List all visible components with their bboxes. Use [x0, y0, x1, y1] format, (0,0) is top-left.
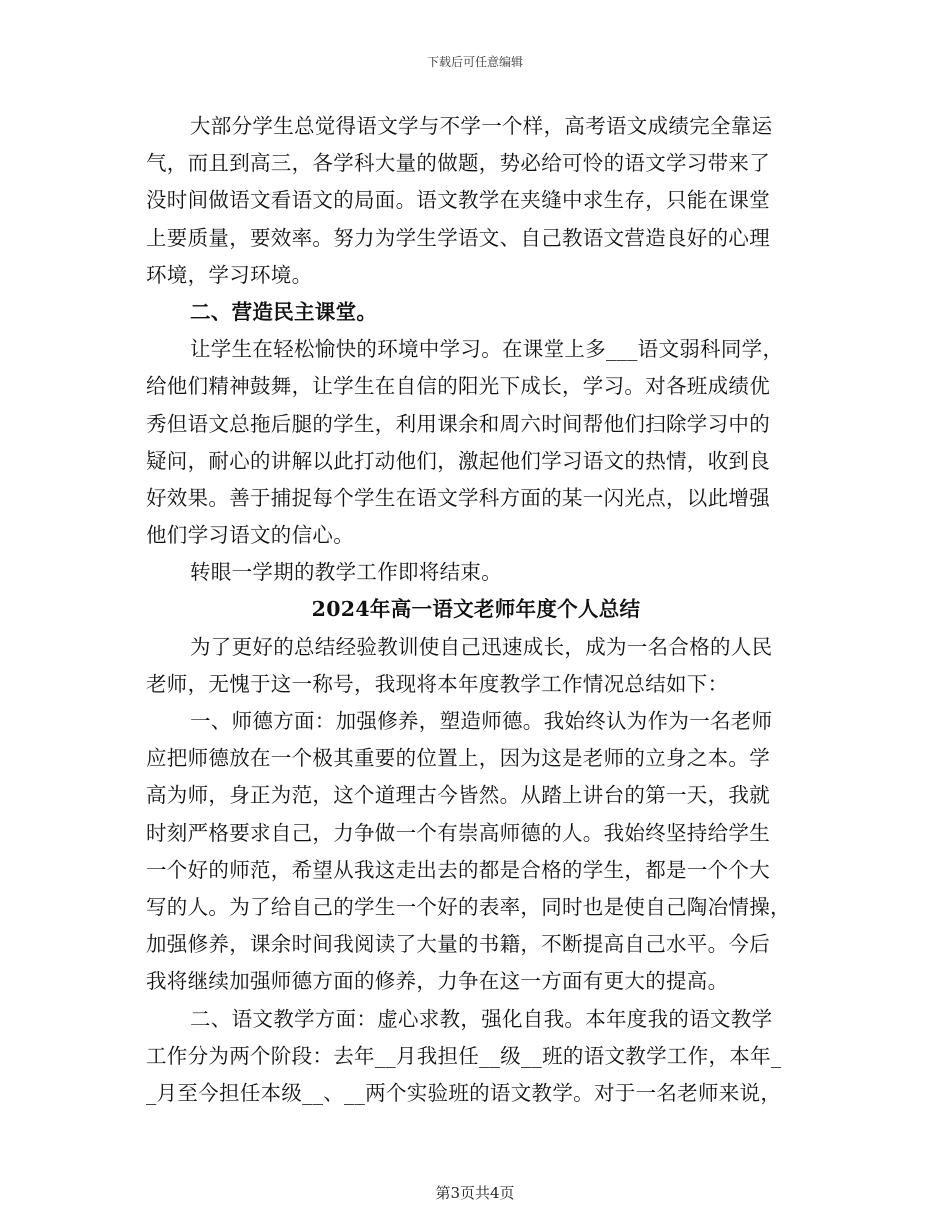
text-line: 他们学习语文的信心。 [146, 523, 354, 548]
text-line: 高为师，身正为范，这个道理古今皆然。从踏上讲台的第一天，我就 [146, 783, 770, 808]
text-line: 应把师德放在一个极其重要的位置上，因为这是老师的立身之本。学 [146, 746, 770, 771]
section-title: 2024年高一语文老师年度个人总结 [311, 597, 641, 622]
text-line: 工作分为两个阶段：去年__月我担任__级__班的语文教学工作，本年_ [146, 1043, 782, 1068]
text-line: 老师，无愧于这一称号，我现将本年度教学工作情况总结如下： [146, 671, 729, 696]
text-line: 写的人。为了给自己的学生一个好的表率，同时也是使自己陶冶情操， [146, 894, 791, 919]
text-line: 给他们精神鼓舞，让学生在自信的阳光下成长，学习。对各班成绩优 [146, 374, 770, 399]
text-line: 转眼一学期的教学工作即将结束。 [190, 560, 502, 585]
text-line: 一个好的师范，希望从我这走出去的都是合格的学生，都是一个个大 [146, 857, 770, 882]
text-line: 让学生在轻松愉快的环境中学习。在课堂上多___语文弱科同学， [190, 337, 784, 362]
text-line: 我将继续加强师德方面的修养，力争在这一方面有更大的提高。 [146, 969, 729, 994]
text-line: 时刻严格要求自己，力争做一个有崇高师德的人。我始终坚持给学生 [146, 820, 770, 845]
text-line: 秀但语文总拖后腿的学生，利用课余和周六时间帮他们扫除学习中的 [146, 411, 770, 436]
text-line: 好效果。善于捕捉每个学生在语文学科方面的某一闪光点，以此增强 [146, 485, 770, 510]
text-line: 大部分学生总觉得语文学与不学一个样，高考语文成绩完全靠运 [190, 114, 773, 138]
document-body [146, 108, 806, 1112]
section-heading: 二、营造民主课堂。 [190, 299, 378, 324]
text-line: _月至今担任本级__、__两个实验班的语文教学。对于一名老师来说， [146, 1080, 782, 1105]
page-footer: 第3页共4页 [435, 1184, 515, 1202]
page-header: 下载后可任意编辑 [426, 55, 523, 69]
text-line: 没时间做语文看语文的局面。语文教学在夹缝中求生存，只能在课堂 [146, 188, 770, 213]
text-line: 二、语文教学方面：虚心求教，强化自我。本年度我的语文教学 [190, 1006, 773, 1031]
text-line: 疑问，耐心的讲解以此打动他们，激起他们学习语文的热情，收到良 [146, 448, 770, 473]
text-line: 为了更好的总结经验教训使自己迅速成长，成为一名合格的人民 [190, 634, 773, 659]
text-line: 加强修养，课余时间我阅读了大量的书籍，不断提高自己水平。今后 [146, 932, 770, 957]
text-line: 环境，学习环境。 [146, 262, 313, 287]
text-line: 气，而且到高三，各学科大量的做题，势必给可怜的语文学习带来了 [146, 151, 770, 176]
text-line: 一、师德方面：加强修养，塑造师德。我始终认为作为一名老师 [190, 709, 773, 733]
text-line: 上要质量，要效率。努力为学生学语文、自己教语文营造良好的心理 [146, 225, 770, 250]
